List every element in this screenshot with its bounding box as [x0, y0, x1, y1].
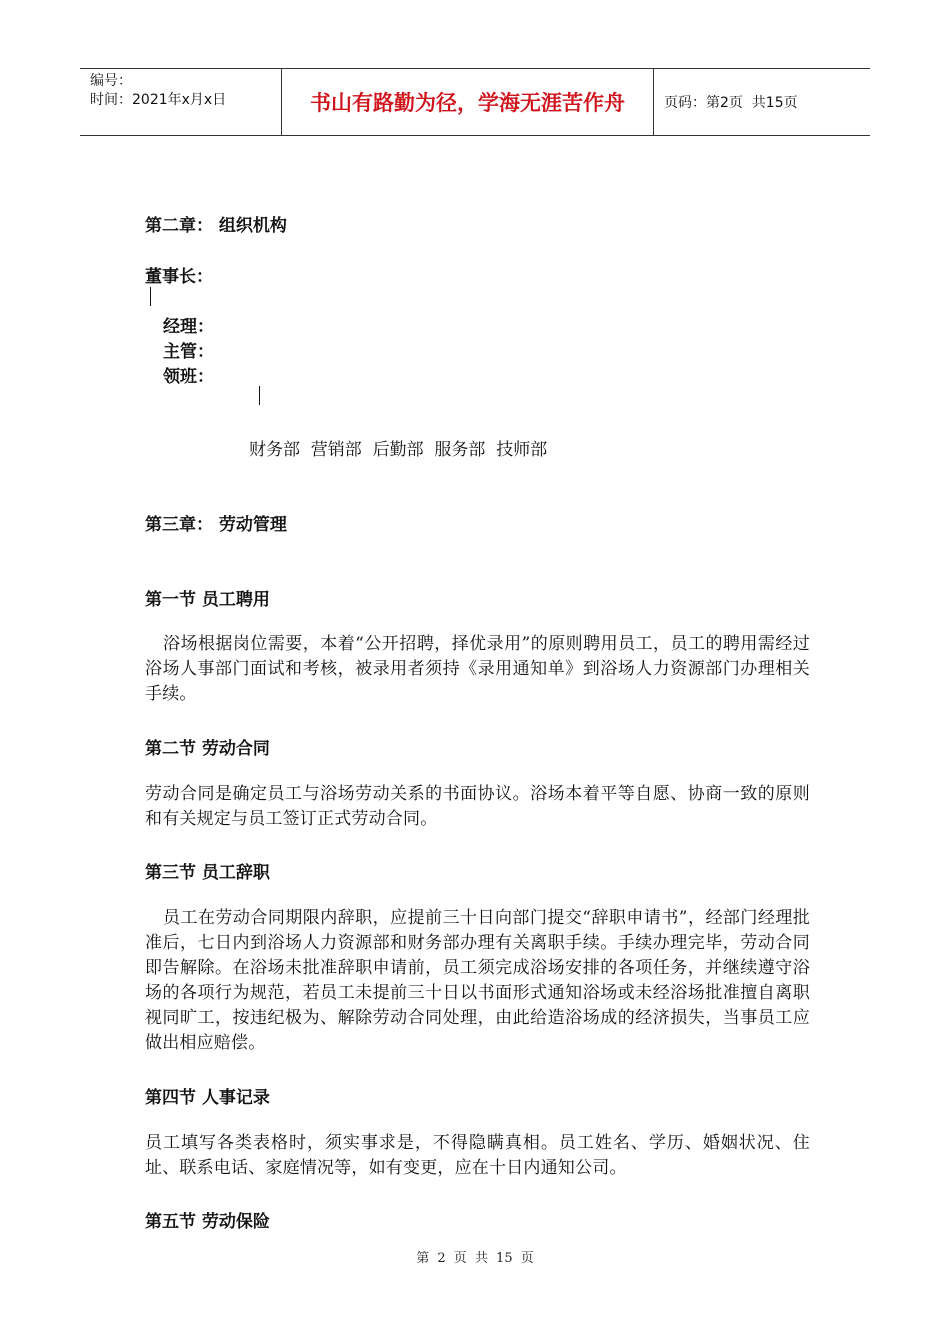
org-chairman: 董事长： — [145, 267, 213, 287]
header-page-info-text: 页码：第2页 共15页 — [664, 95, 798, 111]
page-header — [80, 68, 870, 136]
chapter3-title: 第三章： 劳动管理 — [145, 515, 287, 535]
header-meta — [80, 69, 282, 135]
chapter2-title: 第二章： 组织机构 — [145, 216, 287, 236]
org-supervisor: 主管： — [163, 342, 214, 362]
org-manager: 经理： — [163, 317, 214, 337]
section-title: 第三节 员工辞职 — [145, 863, 270, 883]
section-body: 浴场根据岗位需要，本着“公开招聘，择优录用”的原则聘用员工，员工的聘用需经过浴场人事部门面试和考核，被录用者须持《录用通知单》到浴场人力资源部门办理相关手续。 — [145, 634, 810, 704]
section-body: 劳动合同是确定员工与浴场劳动关系的书面协议。浴场本着平等自愿、协商一致的原则和有关规定与员工签订正式劳动合同。 — [145, 784, 810, 829]
document-date-label: 时间：2021年x月x日 — [90, 92, 227, 108]
section-body: 员工填写各类表格时，须实事求是，不得隐瞒真相。员工姓名、学历、婚姻状况、住址、联系电话、家庭情况等，如有变更，应在十日内通知公司。 — [145, 1133, 810, 1178]
org-departments: 财务部 营销部 后勤部 服务部 技师部 — [249, 440, 548, 460]
document-number-label: 编号： — [90, 73, 132, 89]
org-connector-line-2 — [259, 386, 260, 405]
page-footer: 第 2 页 共 15 页 — [416, 1251, 534, 1266]
section-title: 第一节 员工聘用 — [145, 590, 270, 610]
org-team-leader: 领班： — [163, 367, 214, 387]
section-title: 第二节 劳动合同 — [145, 739, 270, 759]
section-title: 第五节 劳动保险 — [145, 1212, 270, 1232]
section-body: 员工在劳动合同期限内辞职，应提前三十日向部门提交“辞职申请书”，经部门经理批准后，七日内到浴场人力资源部和财务部办理有关离职手续。手续办理完毕，劳动合同即告解除。在浴场未批准辞职申请前，员工须完成浴场安排的各项任务，并继续遵守浴场的各项行为规范，若员工未提前三十日以书面形式通知浴场或未经浴场批准擅自离职视同旷工，按违纪极为、解除劳动合同处理，由此给造浴场成的经济损失，当事员工应做出相应赔偿。 — [145, 908, 810, 1053]
org-connector-line — [150, 287, 151, 306]
header-motto: 书山有路勤为径，学海无涯苦作舟 — [282, 69, 654, 135]
header-page-info — [654, 69, 870, 135]
section-title: 第四节 人事记录 — [145, 1088, 270, 1108]
